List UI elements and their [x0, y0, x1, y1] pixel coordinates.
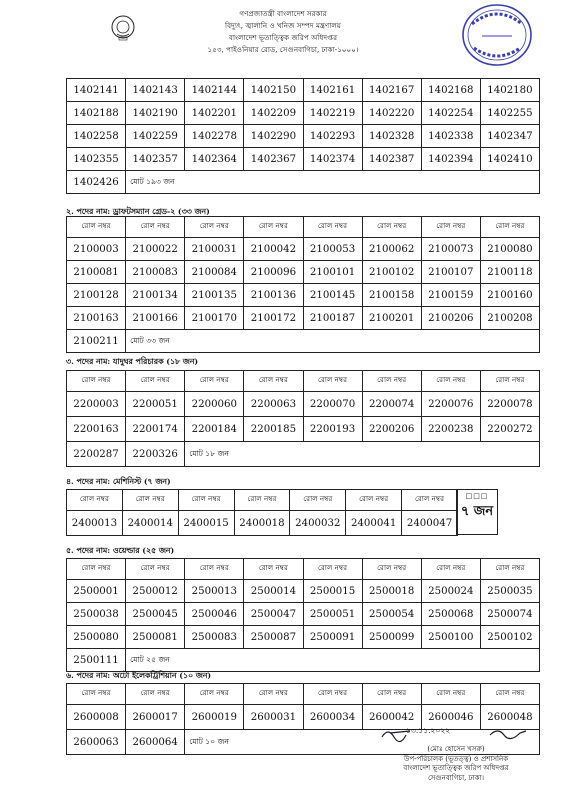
roll-number-cell: 2100107 [421, 261, 480, 284]
column-header: রোল নম্বর [185, 684, 244, 705]
roll-number-cell: 1402209 [244, 102, 303, 125]
table-row [67, 307, 540, 330]
section6-title: ৬. পদের নাম: অটো ইলেকট্রিশিয়ান (১০ জন) [66, 671, 212, 680]
roll-number-cell: 1402254 [421, 102, 480, 125]
roll-number-cell: 2200238 [421, 417, 480, 442]
column-header: রোল নম্বর [234, 490, 290, 511]
roll-number-cell: 2100163 [67, 307, 126, 330]
roll-number-cell: 2400041 [346, 511, 402, 536]
roll-number-cell: 2200076 [421, 392, 480, 417]
roll-number-cell: 2500024 [421, 580, 480, 603]
roll-number-cell: 1402141 [67, 79, 126, 102]
header-line-1: গণপ্রজাতন্ত্রী বাংলাদেশ সরকার [239, 9, 327, 18]
roll-number-cell: 2200206 [362, 417, 421, 442]
table-row [67, 125, 540, 148]
roll-number-cell: 2400014 [122, 511, 178, 536]
roll-number-cell: 2500038 [67, 603, 126, 626]
column-header: রোল নম্বর [480, 684, 539, 705]
table-row [67, 603, 540, 626]
roll-number-cell: 2100101 [303, 261, 362, 284]
table-header-row [67, 684, 540, 705]
column-header: রোল নম্বর [244, 217, 303, 238]
roll-number-cell: 2100172 [244, 307, 303, 330]
roll-number-cell: 2600034 [303, 705, 362, 730]
roll-number-cell: 2200070 [303, 392, 362, 417]
column-header: রোল নম্বর [362, 371, 421, 392]
roll-number-cell: 2400015 [178, 511, 234, 536]
roll-number-cell: 1402168 [421, 79, 480, 102]
signatory-designation: উপ-পরিচালক (ভূতত্ত্ব) ও প্রশাসনিক [403, 754, 509, 763]
column-header: রোল নম্বর [303, 217, 362, 238]
committee-seal-stamp [460, 2, 534, 68]
roll-number-cell: 2600017 [126, 705, 185, 730]
table-row [67, 626, 540, 649]
column-header: রোল নম্বর [122, 490, 178, 511]
roll-number-cell: 1402258 [67, 125, 126, 148]
roll-number-cell: 2100083 [126, 261, 185, 284]
roll-number-cell: 2500012 [126, 580, 185, 603]
roll-number-cell: 1402188 [67, 102, 126, 125]
column-header: রোল নম্বর [303, 371, 362, 392]
roll-number-cell: 1402410 [480, 148, 539, 171]
section4-total-box [456, 489, 498, 535]
total-count-cell: মোট ৩৩ জন [126, 330, 540, 353]
signatory-office: বাংলাদেশ ভূতাত্ত্বিক জরিপ অধিদপ্তর [403, 764, 509, 772]
roll-number-cell: 2600019 [185, 705, 244, 730]
roll-number-cell: 1402347 [480, 125, 539, 148]
roll-number-cell: 2500035 [480, 580, 539, 603]
table-row [67, 79, 540, 102]
roll-number-cell: 2200163 [67, 417, 126, 442]
roll-number-cell: 2100136 [244, 284, 303, 307]
roll-number-cell: 2200051 [126, 392, 185, 417]
roll-number-cell: 2100206 [421, 307, 480, 330]
signature-date: ১৩.১১.২০২২ [406, 726, 451, 735]
column-header: রোল নম্বর [126, 684, 185, 705]
table-header-row [67, 217, 540, 238]
roll-number-cell: 2600048 [480, 705, 539, 730]
roll-number-cell: 2100135 [185, 284, 244, 307]
roll-number-cell: 2100062 [362, 238, 421, 261]
table-row [67, 261, 540, 284]
roll-number-cell: 1402143 [126, 79, 185, 102]
roll-number-cell: 2100118 [480, 261, 539, 284]
section2-roll-table [66, 216, 540, 353]
column-header: রোল নম্বর [67, 217, 126, 238]
roll-number-cell: 2400013 [67, 511, 123, 536]
roll-number-cell: 2200063 [244, 392, 303, 417]
roll-number-cell: 2600008 [67, 705, 126, 730]
total-count-cell: মোট ২৫ জন [126, 649, 540, 672]
section2-title: ২. পদের নাম: ড্রাফটসম্যান গ্রেড-২ (৩৩ জন) [66, 207, 210, 216]
section5-roll-table [66, 558, 540, 672]
roll-number-cell: 2200326 [126, 442, 185, 467]
roll-number-cell: 2200078 [480, 392, 539, 417]
roll-number-cell: 1402357 [126, 148, 185, 171]
roll-number-cell: 1402387 [362, 148, 421, 171]
roll-number-cell: 2100084 [185, 261, 244, 284]
roll-number-cell: 1402255 [480, 102, 539, 125]
roll-number-cell: 1402290 [244, 125, 303, 148]
column-header: রোল নম্বর [480, 559, 539, 580]
section4-title: ৪. পদের নাম: মেশিনিস্ট (৭ জন) [66, 477, 171, 486]
roll-number-cell: 2600064 [126, 730, 185, 755]
roll-number-cell: 2100053 [303, 238, 362, 261]
roll-number-cell: 2600031 [244, 705, 303, 730]
total-count-cell: মোট ১৮ জন [185, 442, 540, 467]
table-header-row [67, 559, 540, 580]
roll-number-cell: 1402201 [185, 102, 244, 125]
roll-number-cell: 2600042 [362, 705, 421, 730]
roll-number-cell: 1402167 [362, 79, 421, 102]
signature-block [376, 726, 536, 783]
column-header: রোল নম্বর [290, 490, 346, 511]
table-row [67, 148, 540, 171]
roll-number-cell: 2400047 [402, 511, 458, 536]
column-header: রোল নম্বর [126, 559, 185, 580]
column-header: রোল নম্বর [421, 371, 480, 392]
roll-number-cell: 2500045 [126, 603, 185, 626]
table-row [67, 284, 540, 307]
roll-number-cell: 1402364 [185, 148, 244, 171]
header-line-2: বিদ্যুৎ, জ্বালানি ও খনিজ সম্পদ মন্ত্রণালয় [225, 21, 341, 30]
roll-number-cell: 2200060 [185, 392, 244, 417]
table-row [67, 392, 540, 417]
roll-number-cell: 2500074 [480, 603, 539, 626]
section5-title: ৫. পদের নাম: ওয়েল্ডার (২৫ জন) [66, 546, 175, 555]
column-header: রোল নম্বর [346, 490, 402, 511]
column-header: রোল নম্বর [362, 217, 421, 238]
roll-number-cell: 1402374 [303, 148, 362, 171]
column-header: রোল নম্বর [244, 559, 303, 580]
roll-number-cell: 2500080 [67, 626, 126, 649]
column-header: রোল নম্বর [402, 490, 458, 511]
header-line-3: বাংলাদেশ ভূতাত্ত্বিক জরিপ অধিদপ্তর [228, 33, 338, 42]
signatory-name: (মোঃ হোসেন খসরু) [427, 745, 485, 753]
column-header: রোল নম্বর [303, 684, 362, 705]
roll-number-cell: 2100160 [480, 284, 539, 307]
column-header: রোল নম্বর [67, 559, 126, 580]
roll-number-cell: 2100134 [126, 284, 185, 307]
roll-number-cell: 2500047 [244, 603, 303, 626]
roll-number-cell: 1402219 [303, 102, 362, 125]
section4-total-count: ৭ জন [460, 504, 494, 519]
section3-roll-table [66, 370, 540, 467]
column-header: রোল নম্বর [178, 490, 234, 511]
roll-number-cell: 1402367 [244, 148, 303, 171]
roll-number-cell: 1402220 [362, 102, 421, 125]
roll-number-cell: 2100081 [67, 261, 126, 284]
roll-number-cell: 2500046 [185, 603, 244, 626]
column-header: রোল নম্বর [67, 684, 126, 705]
roll-number-cell: 2200184 [185, 417, 244, 442]
column-header: রোল নম্বর [126, 217, 185, 238]
roll-number-cell: 1402355 [67, 148, 126, 171]
column-header: রোল নম্বর [244, 371, 303, 392]
roll-number-cell: 2200185 [244, 417, 303, 442]
roll-number-cell: 2100145 [303, 284, 362, 307]
roll-number-cell: 1402259 [126, 125, 185, 148]
roll-number-cell: 2200003 [67, 392, 126, 417]
roll-number-cell: 2500100 [421, 626, 480, 649]
column-header: রোল নম্বর [303, 559, 362, 580]
header-line-4: ১৫৩, পাইওনিয়ার রোড, সেগুনবাগিচা, ঢাকা-১০০০। [207, 45, 359, 54]
roll-number-cell: 2400032 [290, 511, 346, 536]
section3-title: ৩. পদের নাম: যাদুঘর পরিচারক (১৮ জন) [66, 357, 199, 366]
roll-number-cell: 2100170 [185, 307, 244, 330]
roll-number-cell: 2500091 [303, 626, 362, 649]
roll-number-cell: 1402180 [480, 79, 539, 102]
table-row [67, 417, 540, 442]
roll-number-cell: 1402144 [185, 79, 244, 102]
column-header: রোল নম্বর [421, 217, 480, 238]
roll-number-cell: 2500099 [362, 626, 421, 649]
roll-number-cell: 2100187 [303, 307, 362, 330]
roll-number-cell: 1402278 [185, 125, 244, 148]
column-header: রোল নম্বর [362, 559, 421, 580]
roll-number-cell: 1402190 [126, 102, 185, 125]
column-header: রোল নম্বর [362, 684, 421, 705]
table-row [67, 330, 540, 353]
roll-number-cell: 2500015 [303, 580, 362, 603]
roll-number-cell: 2200287 [67, 442, 126, 467]
column-header: রোল নম্বর [421, 684, 480, 705]
roll-number-cell: 1402394 [421, 148, 480, 171]
total-count-cell: মোট ১৯৩ জন [126, 171, 540, 194]
table-row [67, 171, 540, 194]
roll-number-cell: 2100166 [126, 307, 185, 330]
roll-number-cell: 2400018 [234, 511, 290, 536]
roll-number-cell: 2100128 [67, 284, 126, 307]
roll-number-cell: 2500001 [67, 580, 126, 603]
roll-number-cell: 2600063 [67, 730, 126, 755]
roll-number-cell: 2100073 [421, 238, 480, 261]
column-header: রোল নম্বর [480, 371, 539, 392]
roll-number-cell: 2100080 [480, 238, 539, 261]
roll-number-cell: 2500051 [303, 603, 362, 626]
section4-roll-table [66, 489, 458, 536]
roll-number-cell: 2500087 [244, 626, 303, 649]
table-row [67, 102, 540, 125]
roll-number-cell: 2500013 [185, 580, 244, 603]
column-header: রোল নম্বর [185, 559, 244, 580]
table-row [67, 649, 540, 672]
roll-number-cell: 1402161 [303, 79, 362, 102]
roll-number-cell: 1402293 [303, 125, 362, 148]
table-row [67, 238, 540, 261]
table-header-row [67, 490, 458, 511]
table-row [67, 442, 540, 467]
column-header: রোল নম্বর [126, 371, 185, 392]
roll-number-cell: 2100102 [362, 261, 421, 284]
section1-roll-table [66, 78, 540, 194]
signatory-address: সেগুনবাগিচা, ঢাকা। [427, 773, 485, 782]
roll-number-cell: 2500111 [67, 649, 126, 672]
roll-number-cell: 2100031 [185, 238, 244, 261]
column-header: রোল নম্বর [185, 371, 244, 392]
roll-number-cell: 2500081 [126, 626, 185, 649]
roll-number-cell: 2100208 [480, 307, 539, 330]
total-count-cell: মোট ১০ জন [185, 730, 540, 755]
column-header: রোল নম্বর [185, 217, 244, 238]
roll-number-cell: 2500054 [362, 603, 421, 626]
roll-number-cell: 2100158 [362, 284, 421, 307]
roll-number-cell: 2100003 [67, 238, 126, 261]
roll-number-cell: 1402150 [244, 79, 303, 102]
table-row [67, 511, 458, 536]
roll-number-cell: 1402426 [67, 171, 126, 194]
roll-number-cell: 2100159 [421, 284, 480, 307]
roll-number-cell: 2500014 [244, 580, 303, 603]
roll-number-cell: 2100042 [244, 238, 303, 261]
table-row [67, 580, 540, 603]
column-header: রোল নম্বর [421, 559, 480, 580]
table-header-row [67, 371, 540, 392]
roll-number-cell: 2100096 [244, 261, 303, 284]
checkbox-marks: □□□ [465, 492, 489, 500]
roll-number-cell: 2100201 [362, 307, 421, 330]
roll-number-cell: 2200174 [126, 417, 185, 442]
roll-number-cell: 2500018 [362, 580, 421, 603]
roll-number-cell: 2500083 [185, 626, 244, 649]
roll-number-cell: 2200193 [303, 417, 362, 442]
roll-number-cell: 2600046 [421, 705, 480, 730]
roll-number-cell: 1402338 [421, 125, 480, 148]
column-header: রোল নম্বর [480, 217, 539, 238]
column-header: রোল নম্বর [244, 684, 303, 705]
roll-number-cell: 2100211 [67, 330, 126, 353]
roll-number-cell: 2200272 [480, 417, 539, 442]
roll-number-cell: 2500102 [480, 626, 539, 649]
roll-number-cell: 1402328 [362, 125, 421, 148]
roll-number-cell: 2500068 [421, 603, 480, 626]
roll-number-cell: 2100022 [126, 238, 185, 261]
column-header: রোল নম্বর [67, 490, 123, 511]
handwritten-signature [380, 725, 530, 743]
column-header: রোল নম্বর [67, 371, 126, 392]
roll-number-cell: 2200074 [362, 392, 421, 417]
